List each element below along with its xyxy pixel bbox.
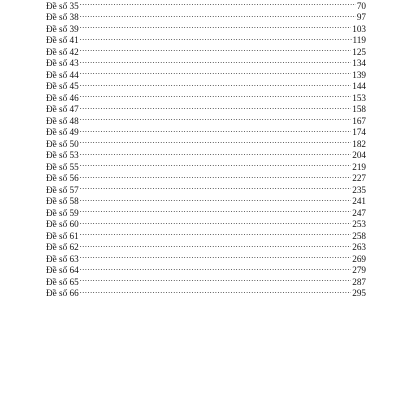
toc-entry-label: Đề số 41 (46, 35, 79, 45)
toc-entry-label: Đề số 43 (46, 58, 79, 68)
toc-dot-leader (80, 43, 352, 55)
toc-dot-leader (80, 158, 352, 170)
toc-dot-leader (80, 112, 352, 124)
toc-entry[interactable] (46, 239, 366, 251)
toc-entry[interactable] (46, 262, 366, 274)
toc-entry-page: 158 (352, 104, 366, 114)
toc-entry[interactable] (46, 32, 366, 44)
toc-dot-leader (80, 193, 352, 205)
toc-entry-label: Đề số 62 (46, 242, 79, 252)
toc-dot-leader (80, 250, 352, 262)
toc-entry[interactable] (46, 101, 366, 113)
toc-entry-page: 97 (356, 12, 366, 22)
toc-entry[interactable] (46, 227, 366, 239)
toc-entry-page: 235 (352, 184, 366, 195)
toc-entry-page: 295 (352, 288, 366, 298)
toc-entry-page: 279 (352, 265, 366, 275)
toc-dot-leader (80, 227, 352, 239)
toc-entry-label: Đề số 66 (46, 288, 79, 298)
toc-dot-leader (80, 216, 352, 228)
toc-dot-leader (80, 170, 352, 182)
toc-entry-page: 134 (352, 58, 366, 68)
toc-entry-page: 153 (352, 92, 366, 103)
toc-entry[interactable] (46, 43, 366, 55)
toc-entry[interactable] (46, 20, 366, 32)
toc-entry-label: Đề số 56 (46, 173, 79, 183)
toc-dot-leader (80, 239, 352, 251)
toc-entry-label: Đề số 39 (46, 23, 79, 34)
toc-entry[interactable] (46, 158, 366, 170)
toc-dot-leader (80, 32, 352, 44)
toc-entry-page: 204 (352, 150, 366, 160)
toc-entry[interactable] (46, 285, 366, 297)
toc-entry[interactable] (46, 55, 366, 67)
toc-dot-leader (80, 20, 352, 32)
toc-dot-leader (80, 181, 352, 193)
toc-entry-label: Đề số 64 (46, 265, 79, 275)
toc-entry-page: 125 (352, 46, 366, 57)
toc-entry[interactable] (46, 181, 366, 193)
toc-entry-page: 144 (352, 81, 366, 91)
toc-entry-label: Đề số 35 (46, 0, 79, 11)
toc-dot-leader (80, 55, 352, 67)
toc-entry[interactable] (46, 112, 366, 124)
toc-entry-page: 287 (352, 276, 366, 287)
toc-entry[interactable] (46, 0, 366, 9)
toc-entry-label: Đề số 38 (46, 12, 79, 22)
toc-entry-page: 70 (356, 0, 366, 11)
toc-entry-label: Đề số 53 (46, 150, 79, 160)
toc-entry-label: Đề số 45 (46, 81, 79, 91)
toc-entry-page: 269 (352, 253, 366, 264)
toc-entry-page: 167 (352, 115, 366, 126)
toc-dot-leader (80, 147, 352, 159)
toc-entry-label: Đề số 65 (46, 276, 79, 287)
toc-entry-page: 247 (352, 207, 366, 218)
toc-entry-label: Đề số 61 (46, 230, 79, 241)
toc-entry-page: 219 (352, 161, 366, 172)
toc-entry-label: Đề số 49 (46, 127, 79, 137)
toc-entry-label: Đề số 50 (46, 138, 79, 149)
toc-entry[interactable] (46, 135, 366, 147)
toc-dot-leader (80, 9, 356, 21)
toc-entry[interactable] (46, 147, 366, 159)
toc-entry[interactable] (46, 89, 366, 101)
toc-entry-label: Đề số 46 (46, 92, 79, 103)
toc-entry-label: Đề số 47 (46, 104, 79, 114)
toc-dot-leader (80, 204, 352, 216)
toc-entry[interactable] (46, 250, 366, 262)
toc-entry[interactable] (46, 78, 366, 90)
toc-entry-label: Đề số 63 (46, 253, 79, 264)
toc-dot-leader (80, 273, 352, 285)
toc-dot-leader (80, 285, 352, 297)
toc-entry-label: Đề số 57 (46, 184, 79, 195)
toc-entry-page: 227 (352, 173, 366, 183)
toc-entry-page: 103 (352, 23, 366, 34)
toc-dot-leader (80, 101, 352, 113)
toc-entry-page: 241 (352, 196, 366, 206)
toc-entry-page: 174 (352, 127, 366, 137)
table-of-contents (46, 0, 366, 296)
toc-entry-page: 119 (352, 35, 366, 45)
toc-entry-label: Đề số 60 (46, 219, 79, 229)
toc-dot-leader (80, 135, 352, 147)
toc-dot-leader (80, 0, 356, 9)
toc-entry-label: Đề số 48 (46, 115, 79, 126)
toc-entry[interactable] (46, 66, 366, 78)
toc-entry-label: Đề số 58 (46, 196, 79, 206)
toc-dot-leader (80, 124, 352, 136)
toc-entry[interactable] (46, 273, 366, 285)
toc-entry-label: Đề số 42 (46, 46, 79, 57)
toc-entry-page: 263 (352, 242, 366, 252)
toc-entry-label: Đề số 44 (46, 69, 79, 80)
toc-entry-page: 182 (352, 138, 366, 149)
toc-entry-page: 139 (352, 69, 366, 80)
toc-entry[interactable] (46, 193, 366, 205)
toc-entry[interactable] (46, 216, 366, 228)
toc-entry-page: 258 (352, 230, 366, 241)
toc-entry[interactable] (46, 9, 366, 21)
toc-entry[interactable] (46, 204, 366, 216)
toc-dot-leader (80, 78, 352, 90)
toc-dot-leader (80, 262, 352, 274)
toc-entry[interactable] (46, 124, 366, 136)
toc-dot-leader (80, 66, 352, 78)
toc-entry-label: Đề số 55 (46, 161, 79, 172)
toc-dot-leader (80, 89, 352, 101)
toc-entry-page: 253 (352, 219, 366, 229)
toc-entry[interactable] (46, 170, 366, 182)
toc-entry-label: Đề số 59 (46, 207, 79, 218)
